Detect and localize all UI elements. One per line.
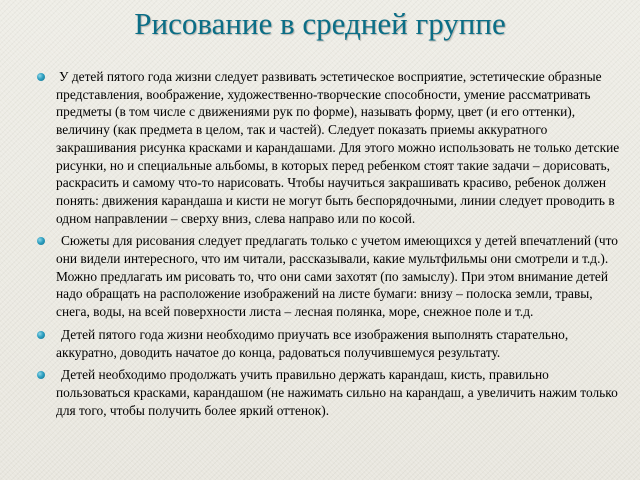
- round-bullet-icon: [37, 371, 45, 379]
- paragraph-text: Детей пятого года жизни необходимо приучать все изображения выполнять старательно, аккуратно, доводить начатое до конца, радоваться получившемуся результату.: [56, 326, 569, 360]
- paragraph-1: [33, 68, 625, 227]
- slide-title: Рисование в средней группе: [134, 6, 506, 41]
- paragraph-3: [33, 326, 625, 361]
- round-bullet-icon: [37, 331, 45, 339]
- round-bullet-icon: [37, 237, 45, 245]
- paragraph-2: [33, 232, 625, 321]
- slide-body: [33, 68, 625, 424]
- round-bullet-icon: [37, 73, 45, 81]
- paragraph-text: У детей пятого года жизни следует развивать эстетическое восприятие, эстетические образные представления, воображение, художественно-творческие способности, умение рассматривать предметы (в том числе с движениями рук по форме), называть форму, цвет (и его оттенки), величину (как предмета в целом, так и частей). Следует показать приемы аккуратного закрашивания рисунка красками и карандашами. Для этого можно использовать не только детские рисунки, но и специальные альбомы, в которых перед ребенком стоят такие задачи – дорисовать, раскрасить и самому что-то нарисовать. Чтобы научиться закрашивать красиво, ребенок должен понять: движения карандаша и кисти не могут быть беспорядочными, линии следует проводить в одном направлении – сверху вниз, слева направо или по косой.: [56, 69, 620, 226]
- paragraph-text: Сюжеты для рисования следует предлагать только с учетом имеющихся у детей впечатлений (что они видели интересного, что им читали, рассказывали, какие мультфильмы они смотрели и т.д.). Можно предлагать им рисовать то, что они сами захотят (по замыслу). При этом внимание детей надо обращать на расположение изображений на листе бумаги: внизу – полоска земли, травы, снега, воды, на всей поверхности листа – лесная полянка, море, снежное поле и т.д.: [56, 233, 618, 320]
- paragraph-text: Детей необходимо продолжать учить правильно держать карандаш, кисть, правильно пользоваться красками, карандашом (не нажимать сильно на карандаш, а увеличить нажим только для того, чтобы получить более яркий оттенок).: [56, 367, 618, 418]
- paragraph-4: [33, 366, 625, 419]
